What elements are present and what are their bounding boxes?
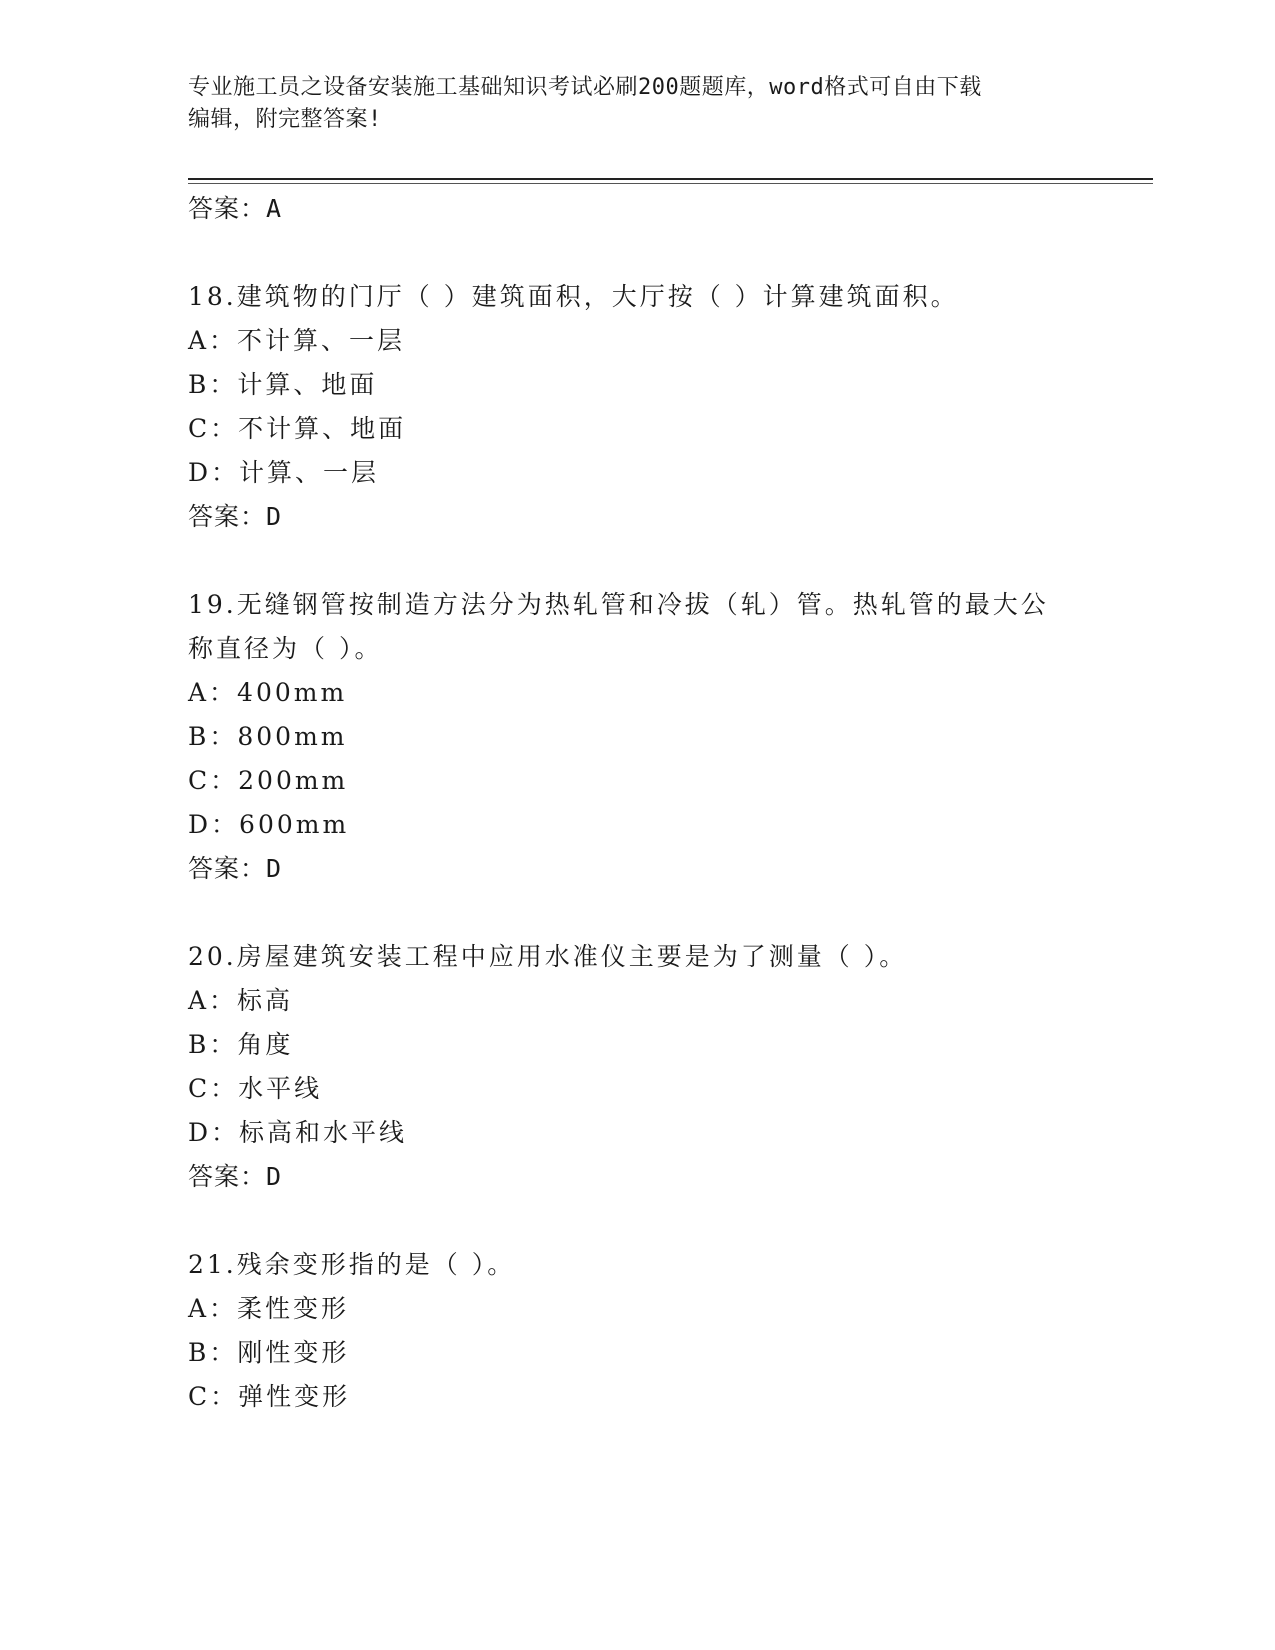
question-19-option-c: C：200mm [188, 766, 349, 795]
question-21-stem: 21.残余变形指的是（ ）。 [188, 1250, 516, 1279]
header-title-line-1: 专业施工员之设备安装施工基础知识考试必刷200题题库，word格式可自由下载 [188, 75, 982, 100]
question-19-stem-line-1: 19.无缝钢管按制造方法分为热轧管和冷拔（轧）管。热轧管的最大公 [188, 590, 1049, 619]
header-divider-thick [188, 178, 1153, 180]
question-20-stem: 20.房屋建筑安装工程中应用水准仪主要是为了测量（ ）。 [188, 942, 908, 971]
previous-answer: 答案：A [188, 194, 283, 223]
question-18-stem: 18.建筑物的门厅（ ）建筑面积，大厅按（ ）计算建筑面积。 [188, 282, 959, 311]
question-19-option-a: A：400mm [188, 678, 348, 707]
question-20-option-a: A：标高 [188, 986, 294, 1015]
question-18-answer: 答案：D [188, 502, 283, 531]
question-18-option-b: B：计算、地面 [188, 370, 378, 399]
question-20-option-c: C：水平线 [188, 1074, 323, 1103]
question-21-option-c: C：弹性变形 [188, 1382, 351, 1411]
question-18-option-c: C：不计算、地面 [188, 414, 407, 443]
question-21-option-b: B：刚性变形 [188, 1338, 350, 1367]
header-title-line-2: 编辑，附完整答案! [188, 107, 382, 132]
question-19-stem-line-2: 称直径为（ ）。 [188, 634, 383, 663]
question-20-option-d: D：标高和水平线 [188, 1118, 408, 1147]
question-18-option-a: A：不计算、一层 [188, 326, 406, 355]
question-20-answer: 答案：D [188, 1162, 283, 1191]
question-19-option-b: B：800mm [188, 722, 348, 751]
question-19-option-d: D：600mm [188, 810, 350, 839]
question-21-option-a: A：柔性变形 [188, 1294, 350, 1323]
header-divider-thin [188, 183, 1153, 184]
question-20-option-b: B：角度 [188, 1030, 294, 1059]
question-19-answer: 答案：D [188, 854, 283, 883]
question-18-option-d: D：计算、一层 [188, 458, 380, 487]
